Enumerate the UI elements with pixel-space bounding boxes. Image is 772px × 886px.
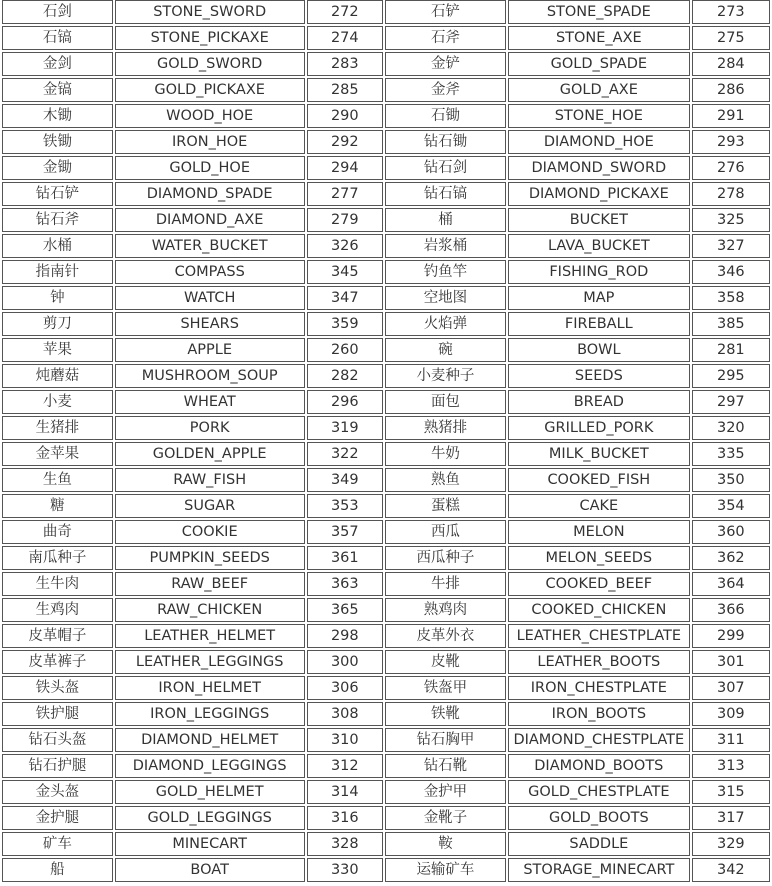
table-row (2, 572, 770, 596)
item-constant-cell: LEATHER_CHESTPLATE (508, 624, 690, 648)
item-constant-cell: IRON_HELMET (115, 676, 305, 700)
table-row (2, 234, 770, 258)
item-constant-cell: STORAGE_MINECART (508, 858, 690, 882)
item-id-cell: 312 (307, 754, 383, 778)
item-name-cell: 蛋糕 (385, 494, 506, 518)
item-id-cell: 322 (307, 442, 383, 466)
item-constant-cell: LEATHER_HELMET (115, 624, 305, 648)
item-name-cell: 船 (2, 858, 113, 882)
item-name-cell: 南瓜种子 (2, 546, 113, 570)
item-id-cell: 297 (692, 390, 770, 414)
item-id-cell: 325 (692, 208, 770, 232)
item-name-cell: 石斧 (385, 26, 506, 50)
item-id-cell: 366 (692, 598, 770, 622)
item-id-cell: 328 (307, 832, 383, 856)
item-constant-cell: GOLD_CHESTPLATE (508, 780, 690, 804)
item-id-cell: 298 (307, 624, 383, 648)
item-constant-cell: WATER_BUCKET (115, 234, 305, 258)
item-id-cell: 358 (692, 286, 770, 310)
item-id-cell: 364 (692, 572, 770, 596)
item-name-cell: 熟猪排 (385, 416, 506, 440)
item-name-cell: 金头盔 (2, 780, 113, 804)
item-name-cell: 运输矿车 (385, 858, 506, 882)
item-constant-cell: IRON_HOE (115, 130, 305, 154)
item-constant-cell: SEEDS (508, 364, 690, 388)
item-name-cell: 苹果 (2, 338, 113, 362)
item-constant-cell: LEATHER_BOOTS (508, 650, 690, 674)
item-id-cell: 296 (307, 390, 383, 414)
item-name-cell: 石镐 (2, 26, 113, 50)
item-constant-cell: BUCKET (508, 208, 690, 232)
item-id-cell: 300 (307, 650, 383, 674)
item-id-cell: 291 (692, 104, 770, 128)
item-constant-cell: APPLE (115, 338, 305, 362)
item-constant-cell: COMPASS (115, 260, 305, 284)
item-id-cell: 283 (307, 52, 383, 76)
table-row (2, 598, 770, 622)
item-name-cell: 钟 (2, 286, 113, 310)
table-row (2, 780, 770, 804)
item-constant-cell: CAKE (508, 494, 690, 518)
item-constant-cell: GOLD_BOOTS (508, 806, 690, 830)
item-id-cell: 310 (307, 728, 383, 752)
item-name-cell: 西瓜种子 (385, 546, 506, 570)
item-name-cell: 铁头盔 (2, 676, 113, 700)
item-constant-cell: DIAMOND_HOE (508, 130, 690, 154)
item-id-cell: 275 (692, 26, 770, 50)
item-constant-cell: IRON_BOOTS (508, 702, 690, 726)
table-row (2, 364, 770, 388)
item-constant-cell: MELON (508, 520, 690, 544)
item-constant-cell: GOLD_HOE (115, 156, 305, 180)
item-id-cell: 315 (692, 780, 770, 804)
item-constant-cell: STONE_SWORD (115, 0, 305, 24)
item-name-cell: 火焰弹 (385, 312, 506, 336)
item-constant-cell: DIAMOND_AXE (115, 208, 305, 232)
item-constant-cell: COOKED_CHICKEN (508, 598, 690, 622)
item-id-cell: 345 (307, 260, 383, 284)
item-name-cell: 碗 (385, 338, 506, 362)
table-row (2, 208, 770, 232)
item-id-cell: 286 (692, 78, 770, 102)
table-row (2, 416, 770, 440)
item-constant-cell: SUGAR (115, 494, 305, 518)
item-constant-cell: DIAMOND_BOOTS (508, 754, 690, 778)
item-id-cell: 282 (307, 364, 383, 388)
item-constant-cell: SADDLE (508, 832, 690, 856)
item-id-cell: 316 (307, 806, 383, 830)
item-name-cell: 金靴子 (385, 806, 506, 830)
item-name-cell: 生牛肉 (2, 572, 113, 596)
item-constant-cell: GOLD_AXE (508, 78, 690, 102)
item-id-cell: 276 (692, 156, 770, 180)
table-row (2, 156, 770, 180)
table-row (2, 676, 770, 700)
table-row (2, 338, 770, 362)
item-id-cell: 277 (307, 182, 383, 206)
item-constant-cell: DIAMOND_SPADE (115, 182, 305, 206)
item-name-cell: 钻石靴 (385, 754, 506, 778)
item-id-cell: 285 (307, 78, 383, 102)
item-constant-cell: WATCH (115, 286, 305, 310)
table-row (2, 624, 770, 648)
item-id-cell: 359 (307, 312, 383, 336)
item-id-cell: 335 (692, 442, 770, 466)
item-name-cell: 鞍 (385, 832, 506, 856)
table-row (2, 702, 770, 726)
table-row (2, 832, 770, 856)
item-name-cell: 指南针 (2, 260, 113, 284)
item-id-cell: 346 (692, 260, 770, 284)
item-name-cell: 金斧 (385, 78, 506, 102)
item-name-cell: 金护腿 (2, 806, 113, 830)
item-constant-cell: RAW_FISH (115, 468, 305, 492)
table-row (2, 520, 770, 544)
item-id-cell: 311 (692, 728, 770, 752)
table-row (2, 442, 770, 466)
table-row (2, 182, 770, 206)
item-id-cell: 385 (692, 312, 770, 336)
item-name-cell: 金镐 (2, 78, 113, 102)
item-constant-cell: RAW_CHICKEN (115, 598, 305, 622)
item-constant-cell: MILK_BUCKET (508, 442, 690, 466)
item-constant-cell: DIAMOND_HELMET (115, 728, 305, 752)
item-constant-cell: IRON_LEGGINGS (115, 702, 305, 726)
item-name-cell: 皮靴 (385, 650, 506, 674)
item-id-cell: 273 (692, 0, 770, 24)
item-constant-cell: GOLDEN_APPLE (115, 442, 305, 466)
table-row (2, 260, 770, 284)
item-constant-cell: STONE_HOE (508, 104, 690, 128)
item-constant-cell: MELON_SEEDS (508, 546, 690, 570)
item-constant-cell: WOOD_HOE (115, 104, 305, 128)
item-id-cell: 349 (307, 468, 383, 492)
table-row (2, 754, 770, 778)
item-name-cell: 岩浆桶 (385, 234, 506, 258)
item-id-cell: 293 (692, 130, 770, 154)
item-constant-cell: COOKED_FISH (508, 468, 690, 492)
item-name-cell: 木锄 (2, 104, 113, 128)
item-name-cell: 钓鱼竿 (385, 260, 506, 284)
item-id-cell: 284 (692, 52, 770, 76)
table-row (2, 0, 770, 24)
item-constant-cell: GOLD_SPADE (508, 52, 690, 76)
item-name-cell: 皮革外衣 (385, 624, 506, 648)
item-constant-cell: PUMPKIN_SEEDS (115, 546, 305, 570)
item-id-cell: 330 (307, 858, 383, 882)
item-constant-cell: DIAMOND_CHESTPLATE (508, 728, 690, 752)
item-constant-cell: PORK (115, 416, 305, 440)
item-constant-cell: FIREBALL (508, 312, 690, 336)
item-name-cell: 生鱼 (2, 468, 113, 492)
item-name-cell: 炖蘑菇 (2, 364, 113, 388)
item-id-cell: 363 (307, 572, 383, 596)
item-constant-cell: STONE_AXE (508, 26, 690, 50)
item-id-cell: 326 (307, 234, 383, 258)
item-id-cell: 360 (692, 520, 770, 544)
item-name-cell: 西瓜 (385, 520, 506, 544)
table-row (2, 858, 770, 882)
item-name-cell: 钻石锄 (385, 130, 506, 154)
item-name-cell: 剪刀 (2, 312, 113, 336)
item-name-cell: 熟鱼 (385, 468, 506, 492)
item-name-cell: 水桶 (2, 234, 113, 258)
item-constant-cell: STONE_SPADE (508, 0, 690, 24)
table-row (2, 468, 770, 492)
item-id-cell: 320 (692, 416, 770, 440)
item-name-cell: 生鸡肉 (2, 598, 113, 622)
item-id-cell: 365 (307, 598, 383, 622)
item-constant-cell: DIAMOND_PICKAXE (508, 182, 690, 206)
item-name-cell: 铁锄 (2, 130, 113, 154)
item-name-cell: 桶 (385, 208, 506, 232)
item-id-cell: 309 (692, 702, 770, 726)
item-name-cell: 皮革帽子 (2, 624, 113, 648)
table-row (2, 286, 770, 310)
item-name-cell: 钻石斧 (2, 208, 113, 232)
item-constant-cell: BOWL (508, 338, 690, 362)
item-id-cell: 354 (692, 494, 770, 518)
item-name-cell: 牛奶 (385, 442, 506, 466)
item-constant-cell: COOKIE (115, 520, 305, 544)
item-id-cell: 272 (307, 0, 383, 24)
item-name-cell: 石锄 (385, 104, 506, 128)
item-name-cell: 金铲 (385, 52, 506, 76)
item-constant-cell: WHEAT (115, 390, 305, 414)
item-name-cell: 金护甲 (385, 780, 506, 804)
item-name-cell: 铁护腿 (2, 702, 113, 726)
item-id-cell: 290 (307, 104, 383, 128)
item-name-cell: 钻石头盔 (2, 728, 113, 752)
item-name-cell: 矿车 (2, 832, 113, 856)
item-name-cell: 面包 (385, 390, 506, 414)
table-row (2, 312, 770, 336)
item-name-cell: 曲奇 (2, 520, 113, 544)
item-name-cell: 空地图 (385, 286, 506, 310)
item-constant-cell: GOLD_HELMET (115, 780, 305, 804)
item-constant-cell: LEATHER_LEGGINGS (115, 650, 305, 674)
item-id-cell: 292 (307, 130, 383, 154)
item-name-cell: 铁盔甲 (385, 676, 506, 700)
item-constant-cell: LAVA_BUCKET (508, 234, 690, 258)
item-id-cell: 313 (692, 754, 770, 778)
item-name-cell: 皮革裤子 (2, 650, 113, 674)
item-id-cell: 342 (692, 858, 770, 882)
table-row (2, 52, 770, 76)
item-name-cell: 钻石剑 (385, 156, 506, 180)
item-constant-cell: GOLD_SWORD (115, 52, 305, 76)
table-row (2, 78, 770, 102)
table-row (2, 806, 770, 830)
table-row (2, 130, 770, 154)
item-id-cell: 294 (307, 156, 383, 180)
item-constant-cell: BREAD (508, 390, 690, 414)
item-id-cell: 362 (692, 546, 770, 570)
item-id-cell: 353 (307, 494, 383, 518)
item-name-cell: 钻石铲 (2, 182, 113, 206)
item-id-cell: 274 (307, 26, 383, 50)
item-name-cell: 石铲 (385, 0, 506, 24)
item-id-cell: 319 (307, 416, 383, 440)
item-constant-cell: BOAT (115, 858, 305, 882)
item-id-cell: 307 (692, 676, 770, 700)
item-constant-cell: GOLD_PICKAXE (115, 78, 305, 102)
item-constant-cell: DIAMOND_SWORD (508, 156, 690, 180)
item-constant-cell: MINECART (115, 832, 305, 856)
item-id-cell: 317 (692, 806, 770, 830)
table-row (2, 546, 770, 570)
item-name-cell: 钻石护腿 (2, 754, 113, 778)
item-name-cell: 生猪排 (2, 416, 113, 440)
item-id-cell: 301 (692, 650, 770, 674)
item-constant-cell: IRON_CHESTPLATE (508, 676, 690, 700)
table-row (2, 728, 770, 752)
item-id-cell: 314 (307, 780, 383, 804)
table-row (2, 494, 770, 518)
item-name-cell: 铁靴 (385, 702, 506, 726)
item-name-cell: 金苹果 (2, 442, 113, 466)
item-id-cell: 361 (307, 546, 383, 570)
table-row (2, 104, 770, 128)
item-id-cell: 281 (692, 338, 770, 362)
table-row (2, 650, 770, 674)
item-id-cell: 347 (307, 286, 383, 310)
item-id-cell: 327 (692, 234, 770, 258)
item-constant-cell: SHEARS (115, 312, 305, 336)
item-id-cell: 357 (307, 520, 383, 544)
item-constant-cell: COOKED_BEEF (508, 572, 690, 596)
item-id-cell: 295 (692, 364, 770, 388)
item-constant-cell: RAW_BEEF (115, 572, 305, 596)
item-constant-cell: FISHING_ROD (508, 260, 690, 284)
item-name-cell: 石剑 (2, 0, 113, 24)
item-name-cell: 糖 (2, 494, 113, 518)
item-id-cell: 299 (692, 624, 770, 648)
item-constant-cell: GRILLED_PORK (508, 416, 690, 440)
item-name-cell: 金剑 (2, 52, 113, 76)
item-constant-cell: MUSHROOM_SOUP (115, 364, 305, 388)
item-id-cell: 308 (307, 702, 383, 726)
item-id-cell: 278 (692, 182, 770, 206)
item-id-cell: 329 (692, 832, 770, 856)
item-name-cell: 金锄 (2, 156, 113, 180)
item-name-cell: 熟鸡肉 (385, 598, 506, 622)
item-id-cell: 306 (307, 676, 383, 700)
table-row (2, 390, 770, 414)
item-constant-cell: GOLD_LEGGINGS (115, 806, 305, 830)
item-constant-cell: STONE_PICKAXE (115, 26, 305, 50)
item-constant-cell: MAP (508, 286, 690, 310)
item-id-cell: 350 (692, 468, 770, 492)
item-name-cell: 钻石镐 (385, 182, 506, 206)
item-name-cell: 牛排 (385, 572, 506, 596)
item-name-cell: 小麦 (2, 390, 113, 414)
item-name-cell: 小麦种子 (385, 364, 506, 388)
item-id-table-body (2, 0, 770, 882)
item-name-cell: 钻石胸甲 (385, 728, 506, 752)
table-row (2, 26, 770, 50)
item-id-cell: 279 (307, 208, 383, 232)
item-constant-cell: DIAMOND_LEGGINGS (115, 754, 305, 778)
item-id-cell: 260 (307, 338, 383, 362)
